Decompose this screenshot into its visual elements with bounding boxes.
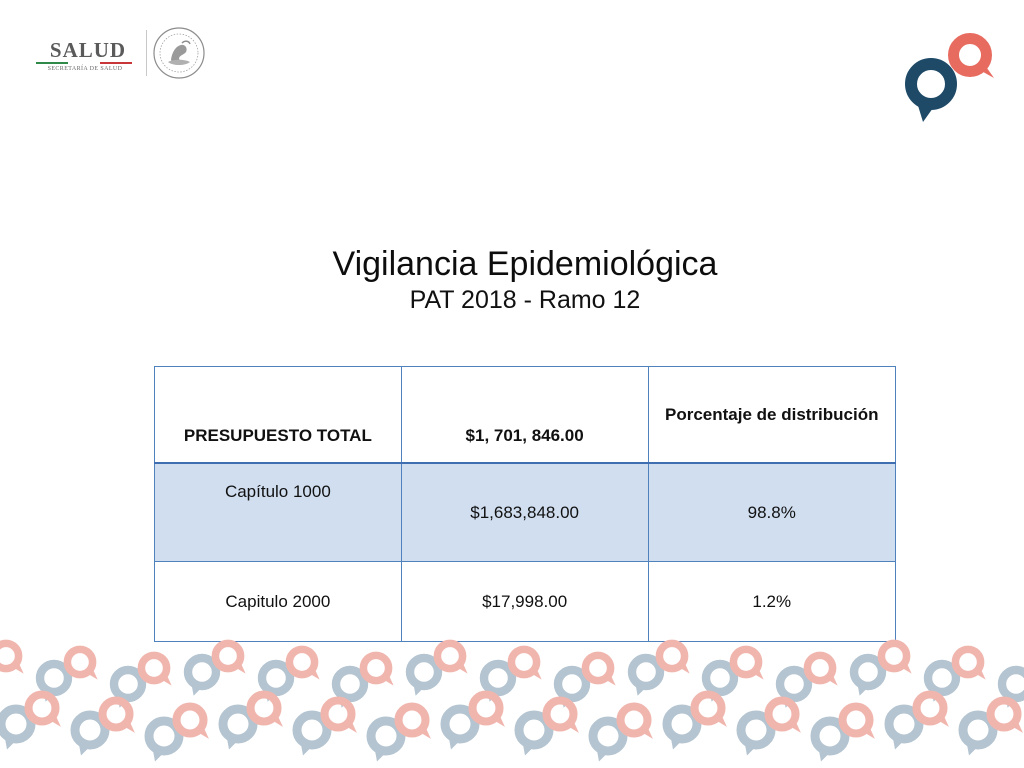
decor-bubble bbox=[363, 655, 393, 685]
decor-bubble bbox=[0, 643, 24, 673]
stripe-red bbox=[100, 62, 132, 64]
decor-bubble bbox=[215, 643, 245, 673]
decor-bubble bbox=[917, 695, 949, 727]
decor-bubble bbox=[289, 649, 319, 679]
decor-bubble bbox=[473, 695, 505, 727]
decor-bubble bbox=[251, 695, 283, 727]
row-amount: $17,998.00 bbox=[401, 562, 648, 642]
decor-bubble bbox=[547, 701, 579, 733]
title-block bbox=[0, 244, 1024, 316]
table-row bbox=[155, 463, 896, 562]
brand-logo-navy-ring bbox=[911, 64, 951, 104]
stripe-white bbox=[68, 62, 100, 64]
decor-bubble bbox=[769, 701, 801, 733]
budget-table bbox=[154, 366, 896, 642]
decor-bubble bbox=[955, 649, 985, 679]
decor-bubble bbox=[843, 707, 875, 739]
row-percentage: 1.2% bbox=[648, 562, 896, 642]
brand-speech-bubble-logo-icon bbox=[896, 28, 996, 122]
decor-bubble bbox=[29, 695, 61, 727]
decor-bubble bbox=[410, 658, 438, 696]
salud-logo-subtitle: SECRETARÍA DE SALUD bbox=[47, 66, 123, 72]
salud-logo bbox=[36, 38, 132, 74]
decor-bubble bbox=[585, 655, 615, 685]
decor-bubble bbox=[881, 643, 911, 673]
row-concept: Capítulo 1000 bbox=[155, 463, 402, 562]
decor-bubble bbox=[399, 707, 431, 739]
decor-bubble bbox=[621, 707, 653, 739]
salud-logo-stripe bbox=[36, 62, 132, 64]
decor-bubble bbox=[807, 655, 837, 685]
stripe-green bbox=[36, 62, 68, 64]
header-distribution-percentage: Porcentaje de distribución bbox=[648, 367, 896, 464]
coat-of-arms-seal-icon bbox=[152, 26, 206, 80]
decor-bubble bbox=[141, 655, 171, 685]
row-concept: Capitulo 2000 bbox=[155, 562, 402, 642]
decor-bubble bbox=[188, 658, 216, 696]
row-percentage: 98.8% bbox=[648, 463, 896, 562]
decorative-bubble-pattern bbox=[0, 630, 1024, 768]
brand-logo-navy-tail bbox=[916, 99, 938, 122]
decor-bubble bbox=[437, 643, 467, 673]
table-header-row bbox=[155, 367, 896, 464]
header-total-budget: PRESUPUESTO TOTAL bbox=[155, 367, 402, 464]
slide-title: Vigilancia Epidemiológica bbox=[332, 245, 718, 283]
decor-bubble bbox=[695, 695, 727, 727]
row-amount: $1,683,848.00 bbox=[401, 463, 648, 562]
header-logos bbox=[0, 0, 1024, 130]
decor-bubble bbox=[103, 701, 135, 733]
slide-subtitle: PAT 2018 - Ramo 12 bbox=[409, 286, 641, 314]
decor-bubble bbox=[991, 701, 1023, 733]
salud-logo-word: SALUD bbox=[49, 38, 127, 62]
decor-bubble bbox=[659, 643, 689, 673]
header-divider bbox=[146, 30, 147, 76]
decor-bubble bbox=[177, 707, 209, 739]
header-total-amount: $1, 701, 846.00 bbox=[401, 367, 648, 464]
decor-bubble bbox=[733, 649, 763, 679]
decor-bubble bbox=[325, 701, 357, 733]
decor-bubble bbox=[632, 658, 660, 696]
decor-bubble bbox=[67, 649, 97, 679]
decor-bubble bbox=[511, 649, 541, 679]
decor-bubble bbox=[854, 658, 882, 696]
